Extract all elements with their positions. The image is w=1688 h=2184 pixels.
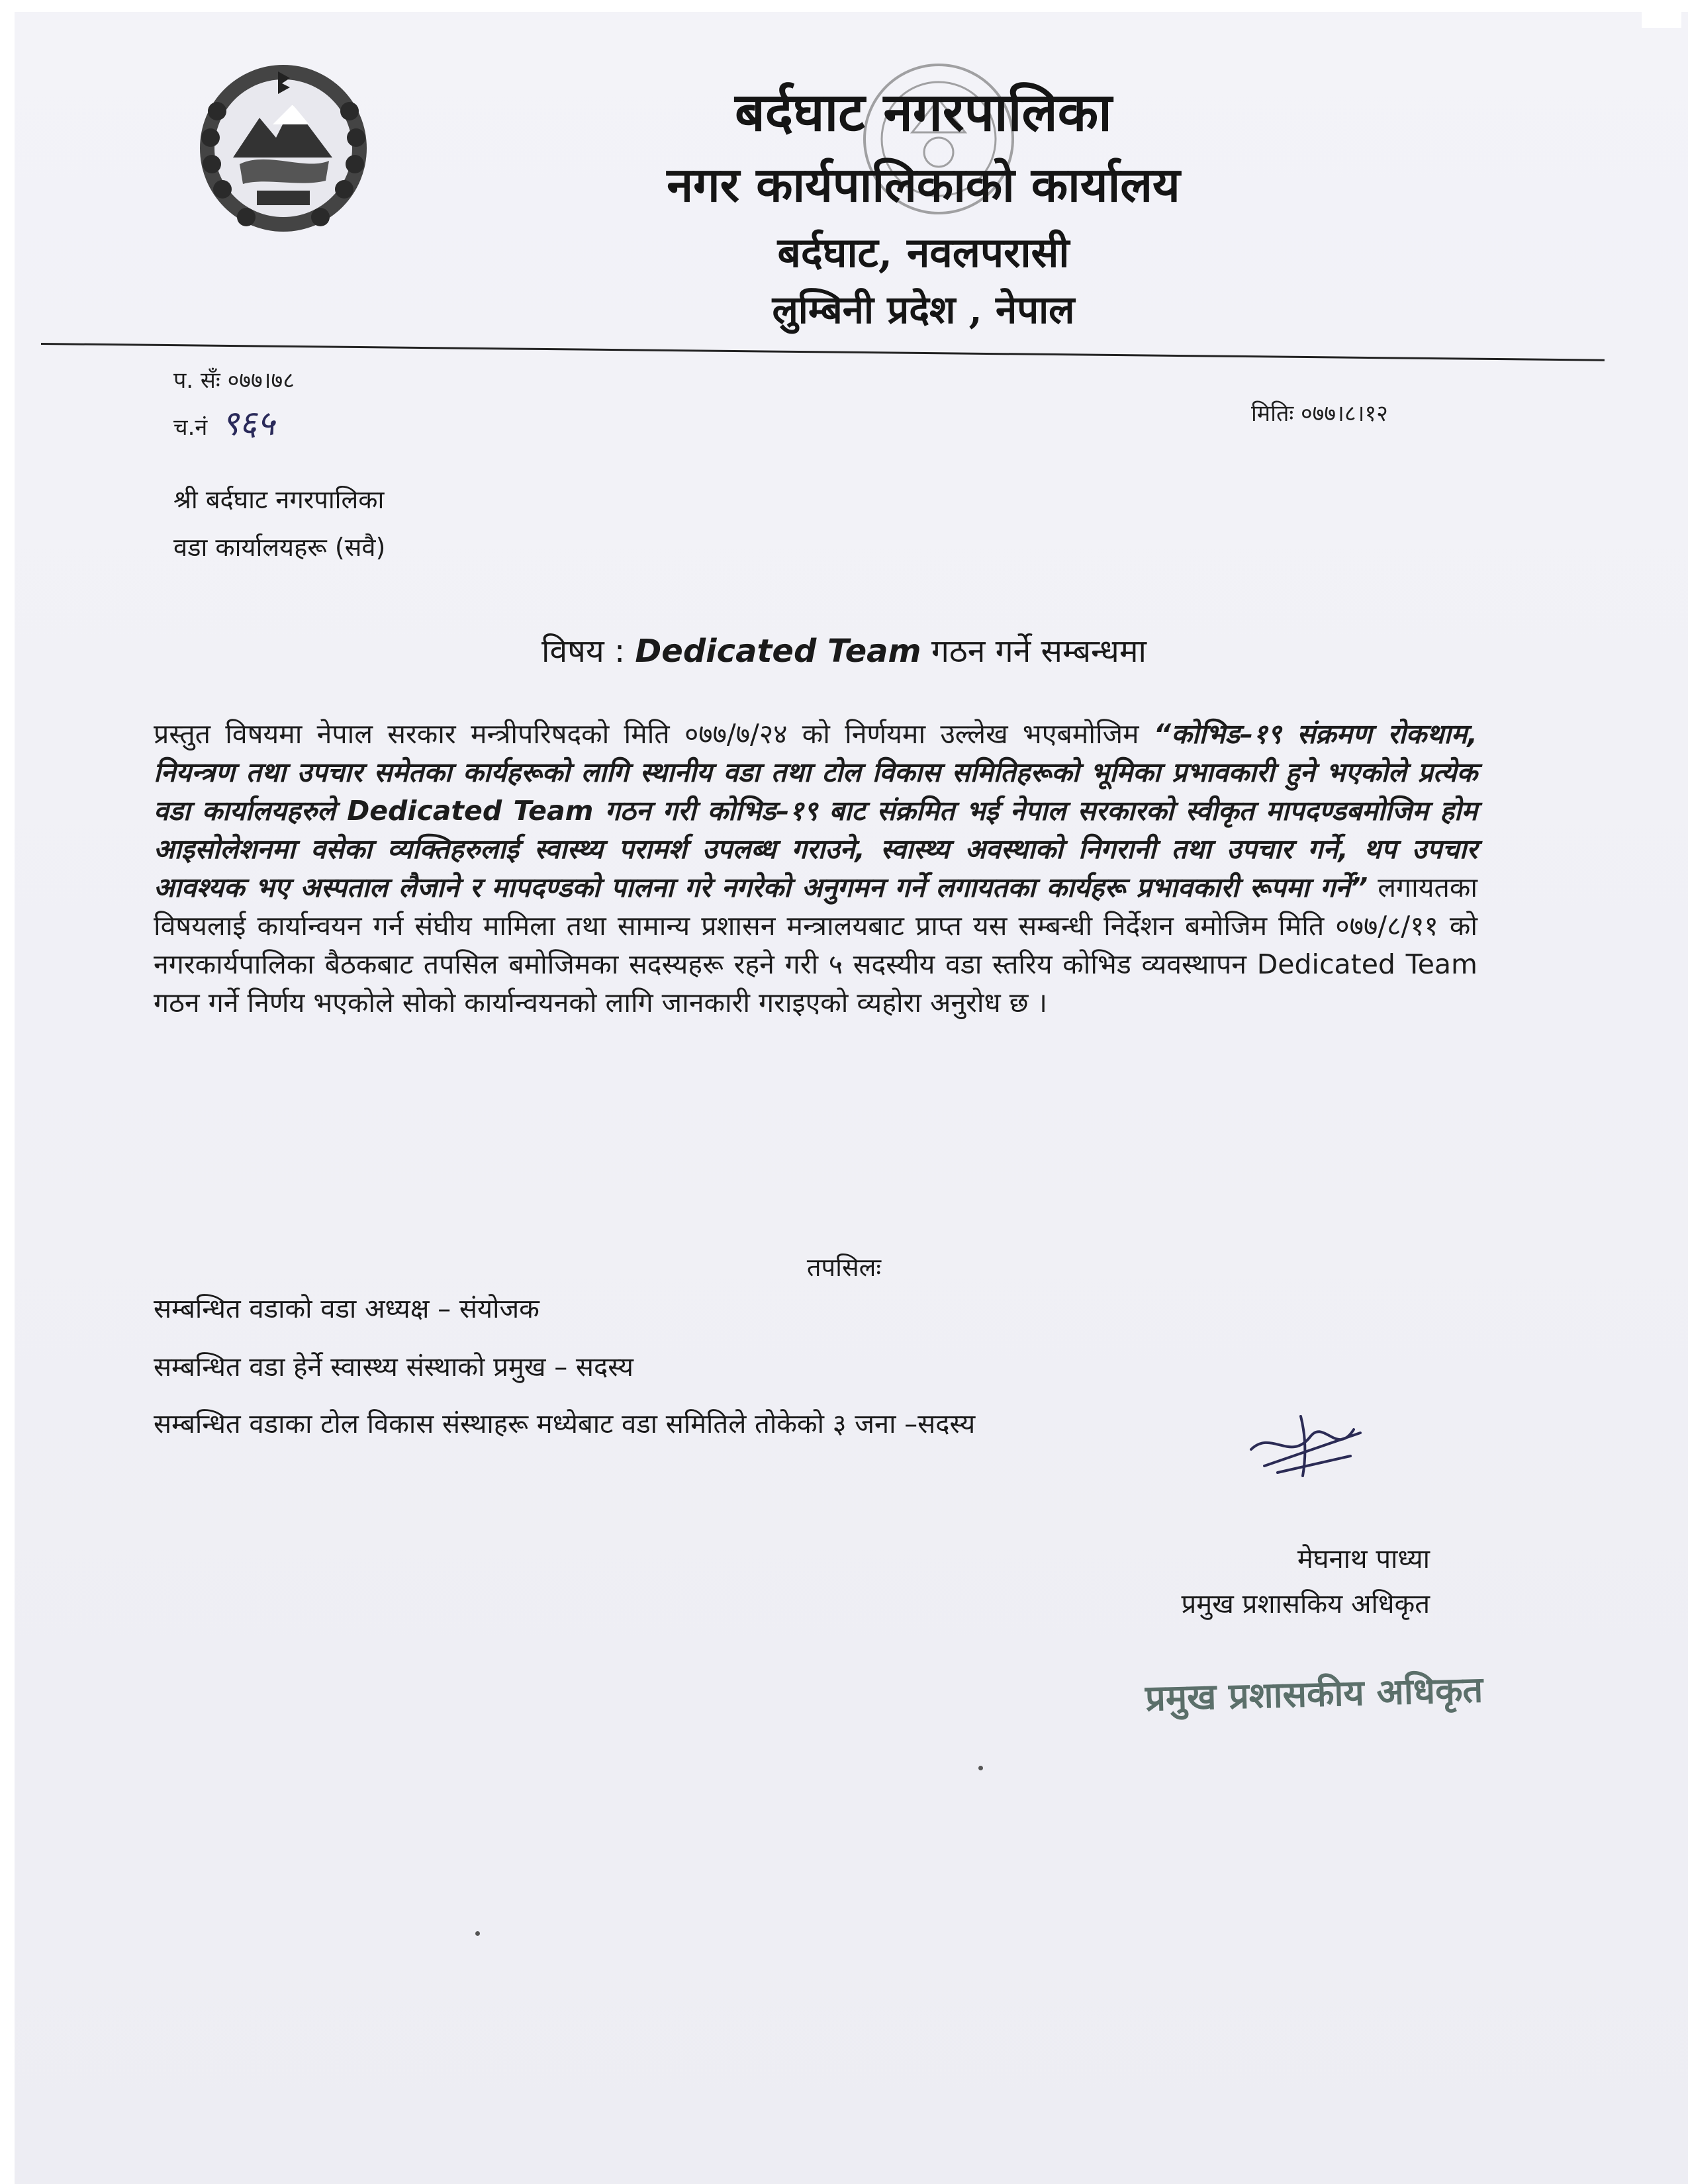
scan-edge-top	[0, 0, 1688, 12]
addressee-line-2: वडा कार्यालयहरू (सवै)	[173, 533, 386, 562]
schedule-heading: तपसिलः	[806, 1253, 882, 1282]
office-department: नगर कार्यपालिकाको कार्यालय	[667, 156, 1180, 212]
scan-corner	[1642, 8, 1681, 28]
handwritten-signature	[1238, 1403, 1370, 1489]
letter-body	[154, 715, 1477, 1022]
subject-label: विषय :	[541, 633, 626, 670]
scan-edge-left	[0, 0, 15, 2184]
body-intro: प्रस्तुत विषयमा नेपाल सरकार मन्त्रीपरिषदको मिति ०७७/७/२४ को निर्णयमा उल्लेख भएबमोजिम	[154, 718, 1139, 750]
subject-english: Dedicated Team	[635, 633, 921, 670]
office-province: लुम्बिनी प्रदेश , नेपाल	[772, 287, 1075, 332]
schedule-item: सम्बन्धित वडा हेर्ने स्वास्थ्य संस्थाको प्रमुख – सदस्य	[154, 1352, 633, 1383]
letter-date: मितिः ०७७।८।१२	[1251, 400, 1388, 427]
schedule-item: सम्बन्धित वडाको वडा अध्यक्ष – संयोजक	[154, 1294, 539, 1324]
scan-speck	[978, 1766, 983, 1770]
fiscal-year: प. सँः ०७७।७८	[173, 367, 295, 394]
office-name: बर्दघाट नगरपालिका	[735, 81, 1112, 143]
addressee-line-1: श्री बर्दघाट नगरपालिका	[173, 485, 385, 514]
dispatch-reference	[173, 398, 275, 445]
signatory-title: प्रमुख प्रशासकिय अधिकृत	[1181, 1589, 1430, 1619]
subject-rest: गठन गर्ने सम्बन्धमा	[931, 633, 1147, 670]
subject-line	[0, 629, 1688, 672]
dispatch-label: च.नं	[173, 414, 208, 441]
scan-speck	[475, 1931, 480, 1936]
office-location: बर्दघाट, नवलपरासी	[777, 228, 1070, 277]
dispatch-number: ९६५	[221, 404, 275, 443]
body-rest: लगायतका विषयलाई कार्यान्वयन गर्न संघीय मामिला तथा सामान्य प्रशासन मन्त्रालयबाट प्राप्त यस सम्बन्धी निर्देशन बमोजिम मिति ०७७/८/११ को नगरकार्यपालिका बैठकबाट तपसिल बमोजिमका सदस्यहरू रहने गरी ५ सदस्यीय वडा स्तरिय कोभिड व्यवस्थापन Dedicated Team गठन गर्ने निर्णय भएकोले सोको कार्यान्वयनको लागि जानकारी गराइएको व्यहोरा अनुरोध छ ।	[154, 872, 1477, 1019]
schedule-item: सम्बन्धित वडाका टोल विकास संस्थाहरू मध्येबाट वडा समितिले तोकेको ३ जना –सदस्य	[154, 1409, 976, 1439]
designation-stamp: प्रमुख प्रशासकीय अधिकृत	[1145, 1668, 1484, 1719]
header-divider	[41, 343, 1605, 361]
body-quote: “कोभिड–१९ संक्रमण रोकथाम, नियन्त्रण तथा उपचार समेतका कार्यहरूको लागि स्थानीय वडा तथा टोल विकास समितिहरूको भूमिका प्रभावकारी हुने भएकोले प्रत्येक वडा कार्यालयहरुले Dedicated Team गठन गरी कोभिड–१९ बाट संक्रमित भई नेपाल सरकारको स्वीकृत मापदण्डबमोजिम होम आइसोलेशनमा वसेका व्यक्तिहरुलाई स्वास्थ्य परामर्श उपलब्ध गराउने, स्वास्थ्य अवस्थाको निगरानी तथा उपचार गर्ने, थप उपचार आवश्यक भए अस्पताल लैजाने र मापदण्डको पालना गरे नगरेको अनुगमन गर्ने लगायतका कार्यहरू प्रभावकारी रूपमा गर्ने”	[154, 718, 1477, 903]
signatory-name: मेघनाथ पाध्या	[1297, 1544, 1430, 1574]
